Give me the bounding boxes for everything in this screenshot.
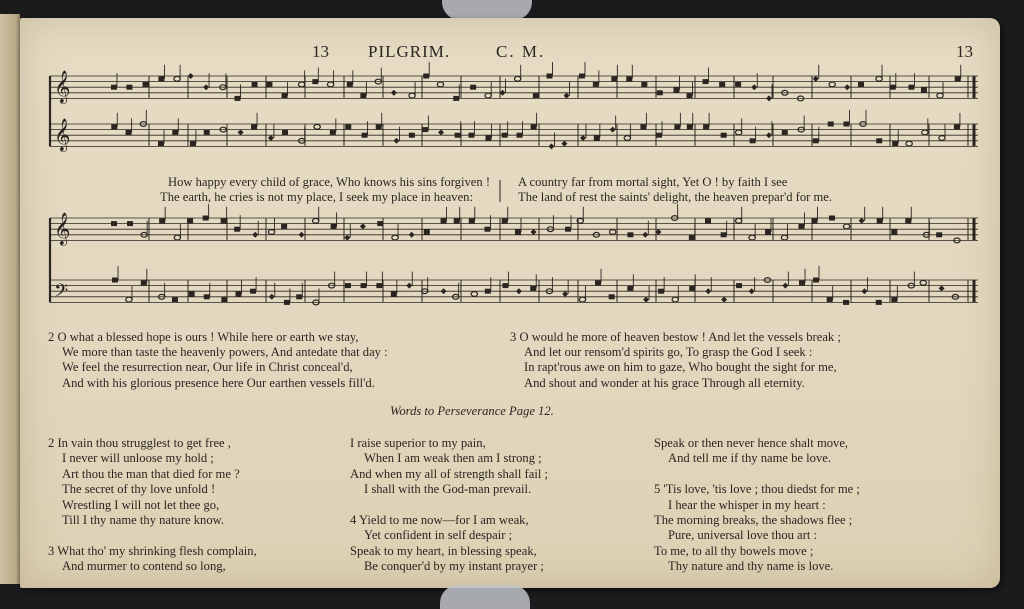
hymn-line: Speak to my heart, in blessing speak, (350, 543, 537, 558)
hymn-line (350, 498, 548, 513)
note-head (485, 227, 491, 232)
note-head (705, 288, 711, 294)
hymn-line: The morning breaks, the shadows flee ; (654, 513, 853, 528)
note-head (954, 124, 960, 129)
note-head (906, 141, 912, 146)
verse-line: And let our rensom'd spirits go, To grasp the God I seek : (524, 345, 813, 360)
note-head (531, 124, 537, 129)
note-head (813, 76, 819, 82)
note-head (609, 294, 615, 299)
note-head (441, 218, 447, 223)
note-head (811, 218, 817, 223)
verse-line: And shout and wonder at his grace Through all eternity. (524, 375, 805, 390)
note-head (843, 122, 849, 127)
note-head (392, 235, 398, 240)
note-head (502, 133, 508, 138)
note-head (673, 88, 679, 93)
note-head (721, 133, 727, 138)
note-head (689, 235, 695, 240)
note-head (640, 124, 646, 129)
note-head (936, 232, 942, 237)
note-head (829, 82, 835, 87)
hymn-line: I raise superior to my pain, (350, 436, 486, 450)
note-head (298, 82, 304, 87)
note-head (514, 76, 520, 81)
note-head (843, 224, 849, 229)
note-head (533, 93, 539, 98)
note-head (221, 218, 227, 223)
note-head (203, 84, 209, 90)
note-head (268, 230, 274, 235)
note-head (672, 297, 678, 302)
note-head (190, 141, 196, 146)
note-head (331, 224, 337, 229)
note-head (877, 218, 883, 223)
clef-icon: 𝄞 (54, 212, 71, 246)
lyric-line-1-right: A country far from mortal sight, Yet O ! by faith I see (518, 175, 788, 189)
note-head (376, 124, 382, 129)
note-head (562, 291, 568, 297)
note-head (921, 88, 927, 93)
tune-number: 13 (312, 42, 329, 61)
note-head (798, 224, 804, 229)
note-head (735, 82, 741, 87)
hymn-line: And when my all of strength shall fail ; (350, 466, 548, 481)
note-head (627, 232, 633, 237)
note-head (781, 235, 787, 240)
note-head (580, 135, 586, 141)
note-head (782, 283, 788, 289)
hymn-line: I shall with the God-man prevail. (364, 482, 532, 497)
verse-2-block (48, 330, 388, 391)
note-head (799, 280, 805, 285)
note-head (409, 93, 415, 98)
note-head (674, 124, 680, 129)
note-head (530, 286, 536, 291)
previous-page-edge (0, 14, 20, 584)
note-head (204, 294, 210, 299)
note-head (423, 74, 429, 79)
note-head (360, 223, 366, 229)
note-head (393, 138, 399, 144)
note-head (360, 93, 366, 98)
note-head (238, 129, 244, 135)
note-head (939, 136, 945, 141)
note-head (470, 85, 476, 90)
note-head (595, 280, 601, 285)
note-head (485, 289, 491, 294)
verse-3-block (510, 330, 841, 391)
note-head (471, 292, 477, 297)
hymn-line: Till I thy name thy nature know. (62, 513, 225, 528)
note-head (721, 232, 727, 237)
note-head (391, 90, 397, 96)
hymn-line: Pure, universal love thou art : (668, 528, 817, 543)
note-head (281, 224, 287, 229)
verse-line: 3 O would he more of heaven bestow ! And let the vessels break ; (510, 330, 841, 344)
clef-icon: 𝄞 (54, 70, 71, 104)
hymn-line: Art thou the man that died for me ? (62, 466, 240, 481)
note-head (111, 85, 117, 90)
note-head (502, 218, 508, 223)
note-head (312, 79, 318, 84)
note-head (126, 130, 132, 135)
binder-clip-top (442, 0, 532, 20)
hymn-line: And murmer to contend so long, (62, 559, 226, 574)
note-head (327, 82, 333, 87)
note-head (876, 300, 882, 305)
note-head (313, 218, 319, 223)
note-head (453, 96, 459, 101)
note-head (517, 133, 523, 138)
note-head (362, 133, 368, 138)
page-number: 13 (956, 42, 973, 61)
note-head (813, 278, 819, 283)
note-head (203, 216, 209, 221)
hymn-line: The secret of thy love unfold ! (62, 482, 216, 497)
note-head (141, 280, 147, 285)
note-head (627, 286, 633, 291)
note-head (564, 93, 570, 99)
note-head (641, 82, 647, 87)
note-head (284, 300, 290, 305)
note-head (314, 124, 320, 129)
note-head (750, 138, 756, 143)
note-head (252, 232, 258, 238)
tune-title: PILGRIM. (368, 42, 451, 61)
note-head (174, 76, 180, 81)
hymn-line (48, 528, 257, 543)
note-head (892, 141, 898, 146)
note-head (656, 133, 662, 138)
hymn-line: Wrestling I will not let thee go, (62, 497, 220, 512)
note-head (579, 297, 585, 302)
hymn-line: Thy nature and thy name is love. (668, 559, 834, 574)
hymn-line: Speak or then never hence shalt move, (654, 436, 849, 450)
note-head (813, 138, 819, 143)
note-head (561, 141, 567, 147)
hymnal-page (20, 18, 1000, 588)
note-head (749, 235, 755, 240)
note-head (624, 136, 630, 141)
note-head (705, 218, 711, 223)
hymn-line: 3 What tho' my shrinking flesh complain, (48, 543, 257, 558)
note-head (876, 76, 882, 81)
note-head (859, 218, 865, 224)
note-head (127, 221, 133, 226)
note-head (345, 283, 351, 288)
note-head (282, 93, 288, 98)
note-head (126, 297, 132, 302)
binder-clip-bottom (440, 585, 530, 609)
note-head (565, 227, 571, 232)
note-head (703, 79, 709, 84)
note-head (765, 230, 771, 235)
note-head (174, 235, 180, 240)
note-head (955, 76, 961, 81)
note-head (751, 84, 757, 90)
note-head (908, 85, 914, 90)
note-head (424, 230, 430, 235)
hymn-line: 5 'Tis love, 'tis love ; thou diedst for me ; (654, 482, 860, 497)
note-head (204, 130, 210, 135)
note-head (922, 130, 928, 135)
note-head (876, 138, 882, 143)
note-head (828, 122, 834, 127)
note-head (749, 288, 755, 294)
note-head (406, 283, 412, 289)
note-head (252, 82, 258, 87)
note-head (269, 294, 275, 300)
note-head (299, 232, 305, 238)
note-head (548, 143, 554, 149)
note-head (905, 218, 911, 223)
note-head (455, 133, 461, 138)
hymn-column-1 (48, 436, 257, 575)
note-head (469, 218, 475, 223)
note-head (391, 292, 397, 297)
note-head (594, 136, 600, 141)
verse-line: 2 O what a blessed hope is ours ! While here or earth we stay, (48, 330, 359, 344)
note-head (485, 93, 491, 98)
note-head (126, 85, 132, 90)
note-head (658, 289, 664, 294)
verse-line: We feel the resurrection near, Our life in Christ conceal'd, (62, 360, 353, 375)
note-head (579, 74, 585, 79)
note-head (485, 136, 491, 141)
note-head (920, 280, 926, 285)
note-head (437, 82, 443, 87)
note-head (347, 82, 353, 87)
note-head (844, 84, 850, 90)
note-head (438, 129, 444, 135)
words-reference: Words to Perseverance Page 12. (390, 404, 554, 418)
note-head (361, 283, 367, 288)
hymn-line: Be conquer'd by my instant prayer ; (364, 559, 544, 574)
note-head (939, 285, 945, 291)
note-head (531, 229, 537, 235)
note-head (409, 133, 415, 138)
note-head (735, 130, 741, 135)
note-head (251, 124, 257, 129)
hymn-line: I never will unloose my hold ; (62, 451, 214, 466)
note-head (376, 283, 382, 288)
note-head (159, 218, 165, 223)
hymn-line: To me, to all thy bowels move ; (654, 543, 814, 558)
note-head (642, 232, 648, 238)
note-head (703, 124, 709, 129)
hymn-column-3 (654, 436, 860, 575)
note-head (344, 235, 350, 241)
note-head (234, 227, 240, 232)
hymn-line: 4 Yield to me now—for I am weak, (350, 513, 529, 528)
verse-line: And with his glorious presence here Our earthen vessels fill'd. (62, 375, 375, 390)
note-head (766, 132, 772, 138)
note-head (143, 82, 149, 87)
note-head (296, 294, 302, 299)
tune-meter: C. M. (496, 42, 546, 61)
note-head (111, 124, 117, 129)
note-head (422, 127, 428, 132)
note-head (861, 288, 867, 294)
note-head (721, 297, 727, 303)
note-head (502, 283, 508, 288)
note-head (736, 283, 742, 288)
note-head (546, 74, 552, 79)
note-head (189, 292, 195, 297)
hymn-column-2 (350, 436, 548, 575)
hymn-line: Yet confident in self despair ; (364, 528, 513, 543)
note-head (454, 218, 460, 223)
note-head (172, 297, 178, 302)
note-head (468, 133, 474, 138)
note-head (441, 288, 447, 294)
clef-icon: 𝄢 (54, 281, 69, 307)
note-head (891, 297, 897, 302)
note-head (158, 76, 164, 81)
note-head (111, 221, 117, 226)
note-head (827, 297, 833, 302)
music-score (20, 18, 1000, 328)
note-head (843, 300, 849, 305)
verse-line: In rapt'rous awe on him to gaze, Who bought the sight for me, (524, 360, 837, 375)
hymn-line: I hear the whisper in my heart : (668, 497, 826, 512)
lyric-line-2-right: The land of rest the saints' delight, the heaven prepar'd for me. (518, 190, 833, 204)
note-head (158, 141, 164, 146)
note-head (937, 93, 943, 98)
hymn-line: 2 In vain thou strugglest to get free , (48, 436, 231, 450)
note-head (829, 216, 835, 221)
lyric-line-2-left: The earth, he cries is not my place, I seek my place in heaven: (160, 190, 473, 204)
note-head (409, 232, 415, 238)
note-head (282, 130, 288, 135)
note-head (172, 130, 178, 135)
note-head (345, 124, 351, 129)
note-head (609, 230, 615, 235)
note-head (268, 135, 274, 141)
note-head (234, 96, 240, 101)
note-head (611, 76, 617, 81)
note-head (112, 278, 118, 283)
note-head (266, 82, 272, 87)
note-head (687, 124, 693, 129)
note-head (377, 221, 383, 226)
note-head (250, 289, 256, 294)
note-head (330, 130, 336, 135)
note-head (736, 218, 742, 223)
clef-icon: 𝄞 (54, 118, 71, 152)
note-head (610, 127, 616, 133)
note-head (221, 297, 227, 302)
note-head (515, 230, 521, 235)
verse-line: We more than taste the heavenly powers, And antedate that day : (62, 345, 388, 360)
note-head (891, 230, 897, 235)
note-head (188, 73, 194, 79)
lyric-line-1-left: How happy every child of grace, Who knows his sins forgiven ! (168, 175, 491, 189)
note-head (719, 82, 725, 87)
note-head (516, 288, 522, 294)
note-head (890, 85, 896, 90)
note-head (187, 218, 193, 223)
hymn-line (654, 467, 860, 482)
hymn-line: And tell me if thy name be love. (668, 451, 831, 466)
hymn-line: When I am weak then am I strong ; (364, 451, 542, 466)
note-head (643, 297, 649, 303)
note-head (657, 90, 663, 95)
note-head (593, 82, 599, 87)
note-head (858, 82, 864, 87)
note-head (235, 292, 241, 297)
note-head (689, 286, 695, 291)
note-head (782, 130, 788, 135)
note-head (766, 95, 772, 101)
note-head (687, 93, 693, 98)
note-head (626, 76, 632, 81)
